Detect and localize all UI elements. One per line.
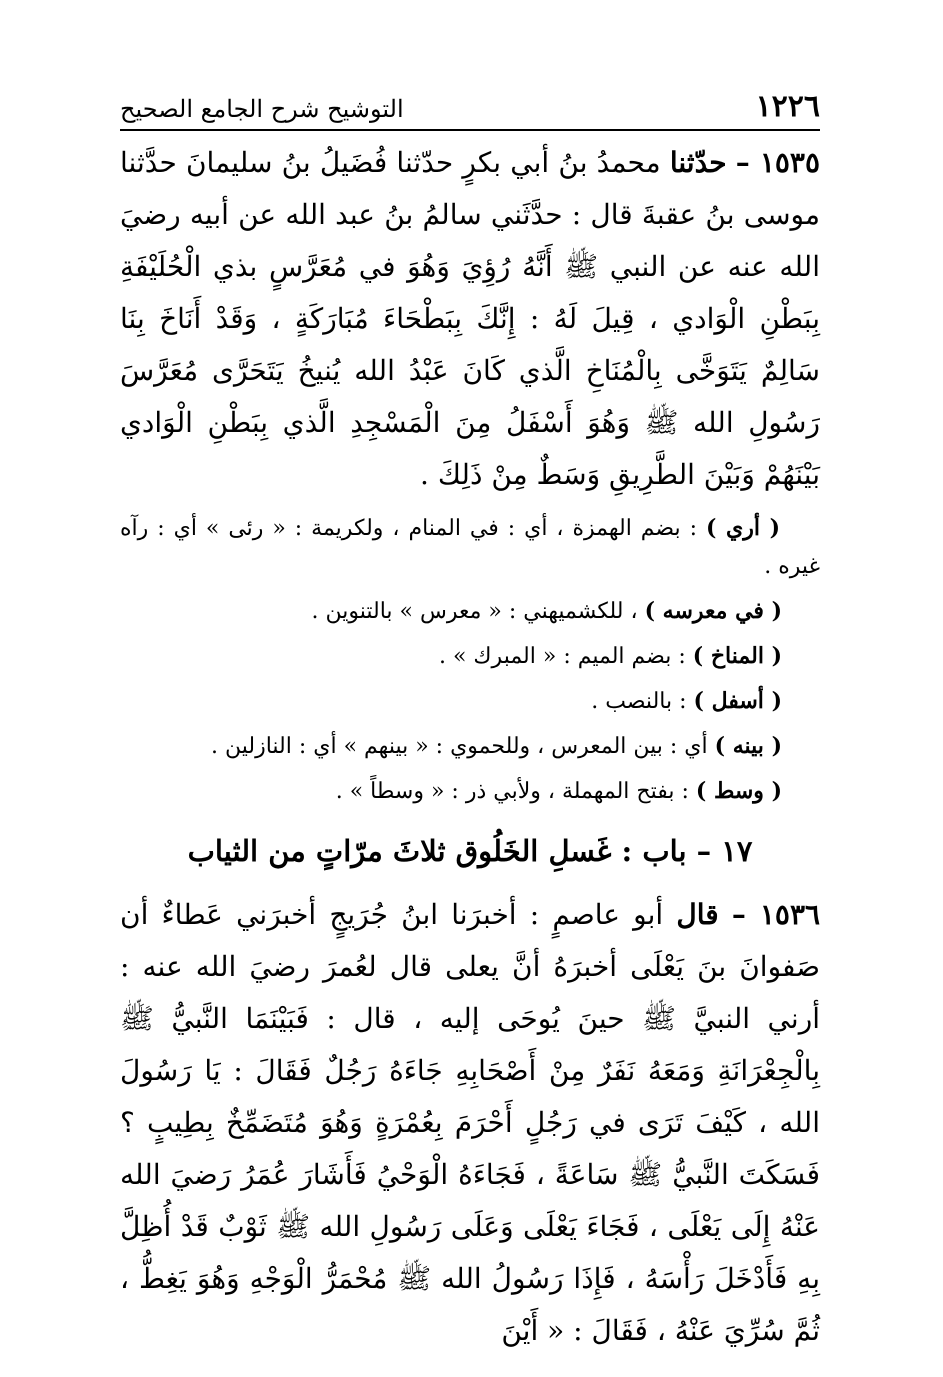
note-text: ، للكشميهني : « معرس » بالتنوين .: [311, 599, 638, 624]
book-page: [120, 85, 820, 1357]
note-item: [120, 592, 820, 631]
note-term: ( في معرسه ): [644, 598, 782, 624]
running-header: [120, 85, 820, 127]
hadith-lead-word: حدّثنا: [669, 146, 727, 179]
note-item: [120, 682, 820, 721]
note-text: أي : بين المعرس ، وللحموي : « بينهم » أي : النازلين .: [211, 734, 708, 759]
hadith-text: محمدُ بنُ أبي بكرٍ حدّثنا فُضَيلُ بنُ سليمانَ حدَّثنا موسى بنُ عقبةَ قال : حدَّثَني سالمُ بنُ عبد الله عن أبيه رضيَ الله عنه عن النبي ﷺ أَنَّهُ رُؤِيَ وَهُوَ في مُعَرَّسٍ بذي الْحُلَيْفَةِ بِبَطْنِ الْوَادي ، قِيلَ لَهُ : إِنَّكَ بِبَطْحَاءَ مُبَارَكَةٍ ، وَقَدْ أَنَاخَ بِنَا سَالِمٌ يَتَوَخَّى بِالْمُنَاخِ الَّذي كَانَ عَبْدُ الله يُنيخُ يَتَحَرَّى مُعَرَّسَ رَسُولِ الله ﷺ وَهُوَ أَسْفَلُ مِنَ الْمَسْجِدِ الَّذي بِبَطْنِ الْوَادي بَيْنَهُمْ وَبَيْنَ الطَّرِيقِ وَسَطٌ مِنْ ذَلِكَ .: [120, 146, 820, 491]
note-text: : بضم الميم : « المبرك » .: [438, 644, 686, 669]
hadith-text: أبو عاصمٍ : أخبرَنا ابنُ جُرَيجٍ أخبرَني عَطاءٌ أن صَفوانَ بنَ يَعْلَى أخبرَهُ أنَّ يعلى قال لعُمرَ رضيَ الله عنه : أرني النبيَّ ﷺ حينَ يُوحَى إليه ، قال : فَبَيْنَمَا النَّبيُّ ﷺ بِالْجِعْرَانَةِ وَمَعَهُ نَفَرٌ مِنْ أَصْحَابِهِ جَاءَهُ رَجُلٌ فَقَالَ : يَا رَسُولَ الله ، كَيْفَ تَرَى في رَجُلٍ أَحْرَمَ بِعُمْرَةٍ وَهُوَ مُتَضَمِّخٌ بِطِيبٍ ؟ فَسَكَتَ النَّبيُّ ﷺ سَاعَةً ، فَجَاءَهُ الْوَحْيُ فَأَشَارَ عُمَرُ رَضيَ الله عَنْهُ إِلَى يَعْلَى ، فَجَاءَ يَعْلَى وَعَلَى رَسُولِ الله ﷺ ثَوْبٌ قَدْ أُظِلَّ بِهِ فَأَدْخَلَ رَأْسَهُ ، فَإِذَا رَسُولُ الله ﷺ مُحْمَرُّ الْوَجْهِ وَهُوَ يَغِطُّ ، ثُمَّ سُرِّيَ عَنْهُ ، فَقَالَ : « أَيْنَ: [120, 898, 820, 1347]
note-item: [120, 772, 820, 811]
note-text: : بفتح المهملة ، ولأبي ذر : « وسطاً » .: [335, 779, 689, 804]
page-number: ١٢٢٦: [755, 89, 820, 124]
note-term: ( أسفل ): [693, 688, 782, 714]
note-term: ( أري ): [705, 515, 780, 541]
hadith-number: ١٥٣٥ –: [735, 146, 820, 179]
note-term: ( المناخ ): [692, 643, 782, 669]
hadith-1536: [120, 889, 820, 1357]
note-item: [120, 509, 820, 586]
hadith-1535: [120, 137, 820, 501]
hadith-number: ١٥٣٦ –: [731, 898, 821, 931]
running-title: التوشيح شرح الجامع الصحيح: [120, 95, 404, 123]
note-item: [120, 637, 820, 676]
header-rule: [120, 129, 820, 131]
note-term: ( بينه ): [714, 733, 782, 759]
chapter-heading: ١٧ – باب : غَسلِ الخَلُوق ثلاثَ مرّاتٍ من الثياب: [187, 834, 753, 868]
note-item: [120, 727, 820, 766]
commentary-notes: [120, 509, 820, 811]
note-text: : بضم الهمزة ، أي : في المنام ، ولكريمة : « رئى » أي : رآه غيره .: [120, 516, 820, 579]
note-text: : بالنصب .: [591, 689, 687, 714]
note-term: ( وسط ): [695, 778, 782, 804]
hadith-lead-word: قال: [676, 898, 719, 931]
